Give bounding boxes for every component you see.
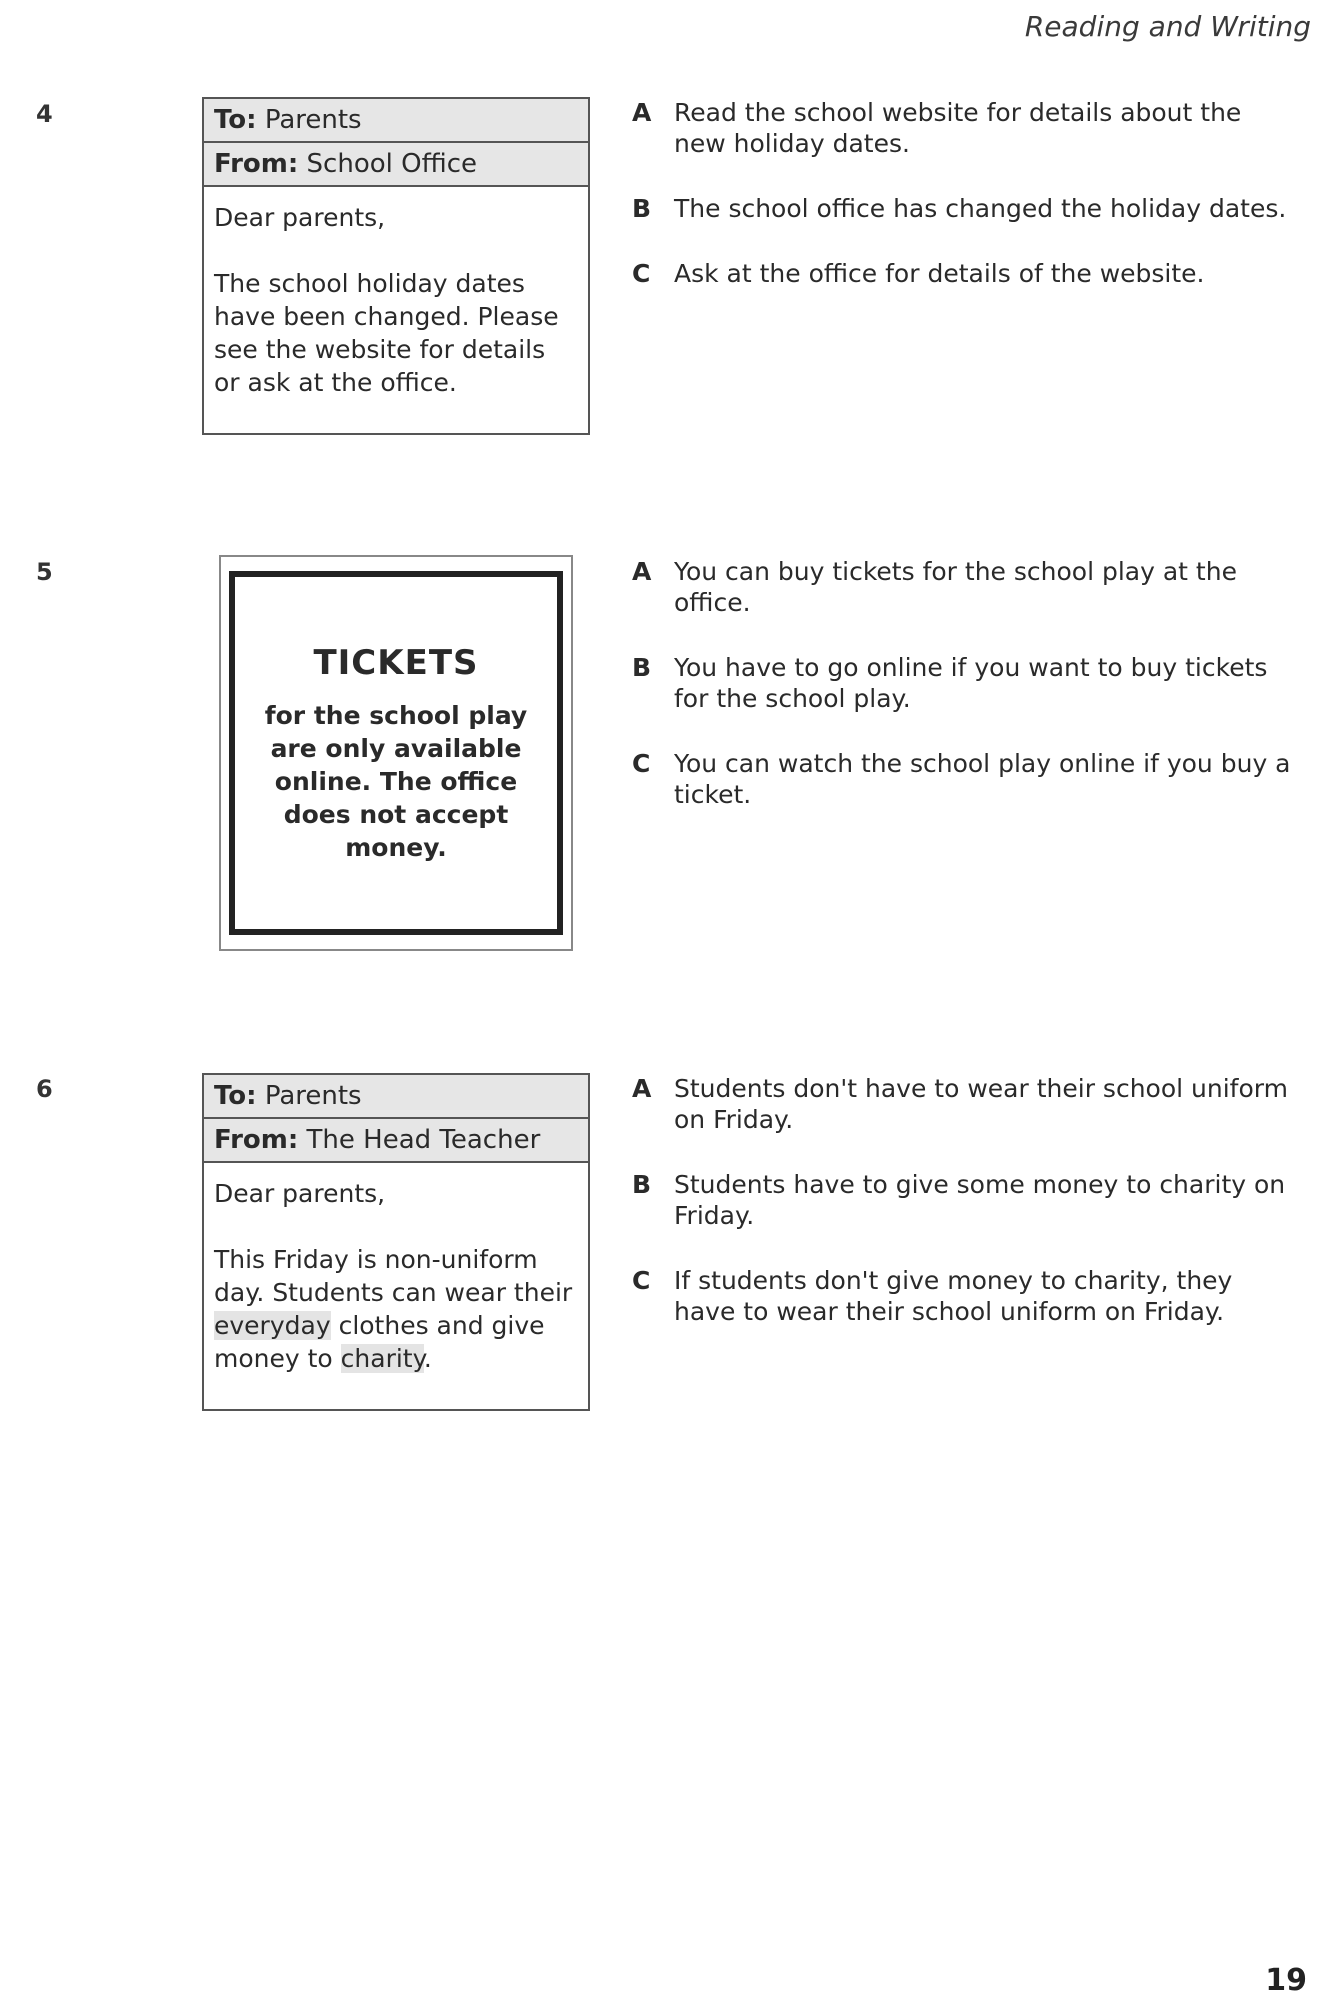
options-q5 (632, 556, 1292, 844)
memo-from-row (204, 143, 588, 187)
option-letter: A (632, 98, 652, 127)
notice-title: TICKETS (313, 642, 479, 683)
memo-text-part: clothes and give money to (214, 1311, 545, 1373)
option-letter: B (632, 653, 652, 682)
memo-from-label: From: (214, 149, 299, 179)
options-q6 (632, 1073, 1292, 1361)
memo-text-part: This Friday is non-uniform day. Students can wear their (214, 1245, 573, 1307)
options-q4 (632, 97, 1292, 323)
memo-to-row (204, 99, 588, 143)
memo-text: The school holiday dates have been changed. Please see the website for details or ask at the office. (214, 269, 559, 397)
memo-to-value: Parents (264, 105, 362, 135)
memo-from-value: School Office (306, 149, 478, 179)
option-b[interactable] (632, 193, 1292, 224)
memo-q4 (202, 97, 590, 435)
highlighted-word: charity (340, 1344, 424, 1373)
option-c[interactable] (632, 258, 1292, 289)
memo-from-label: From: (214, 1125, 299, 1155)
memo-from-row (204, 1119, 588, 1163)
option-text: If students don't give money to charity, they have to wear their school uniform on Friday. (674, 1266, 1233, 1326)
page-number: 19 (1265, 1963, 1307, 1998)
option-letter: A (632, 1074, 652, 1103)
option-letter: C (632, 1266, 651, 1295)
option-letter: A (632, 557, 652, 586)
memo-text (214, 1243, 578, 1375)
memo-text-part: . (423, 1344, 432, 1373)
option-text: Read the school website for details about the new holiday dates. (674, 98, 1242, 158)
option-text: You can buy tickets for the school play at the office. (674, 557, 1237, 617)
tickets-notice (219, 555, 573, 951)
option-letter: C (632, 749, 651, 778)
memo-to-row (204, 1075, 588, 1119)
notice-text: for the school play are only available online. The office does not accept money. (264, 700, 528, 862)
option-letter: B (632, 1170, 652, 1199)
option-text: You can watch the school play online if you buy a ticket. (674, 749, 1291, 809)
question-number: 5 (36, 558, 53, 586)
memo-body (204, 187, 588, 433)
option-text: Ask at the office for details of the website. (674, 259, 1205, 288)
memo-to-value: Parents (264, 1081, 362, 1111)
page-header: Reading and Writing (1024, 10, 1311, 43)
question-number: 6 (36, 1075, 53, 1103)
option-text: You have to go online if you want to buy tickets for the school play. (674, 653, 1268, 713)
memo-to-label: To: (214, 1081, 257, 1111)
notice-frame (229, 571, 563, 935)
option-a[interactable] (632, 97, 1292, 159)
option-text: Students have to give some money to charity on Friday. (674, 1170, 1286, 1230)
option-text: The school office has changed the holiday dates. (674, 194, 1287, 223)
memo-body (204, 1163, 588, 1409)
memo-from-value: The Head Teacher (306, 1125, 541, 1155)
question-number: 4 (36, 100, 53, 128)
option-letter: B (632, 194, 652, 223)
memo-q6 (202, 1073, 590, 1411)
option-text: Students don't have to wear their school uniform on Friday. (674, 1074, 1288, 1134)
option-b[interactable] (632, 1169, 1292, 1231)
memo-to-label: To: (214, 105, 257, 135)
option-a[interactable] (632, 556, 1292, 618)
memo-greeting: Dear parents, (214, 1179, 386, 1208)
option-b[interactable] (632, 652, 1292, 714)
option-letter: C (632, 259, 651, 288)
highlighted-word: everyday (214, 1311, 331, 1340)
option-c[interactable] (632, 748, 1292, 810)
option-a[interactable] (632, 1073, 1292, 1135)
option-c[interactable] (632, 1265, 1292, 1327)
memo-greeting: Dear parents, (214, 203, 386, 232)
